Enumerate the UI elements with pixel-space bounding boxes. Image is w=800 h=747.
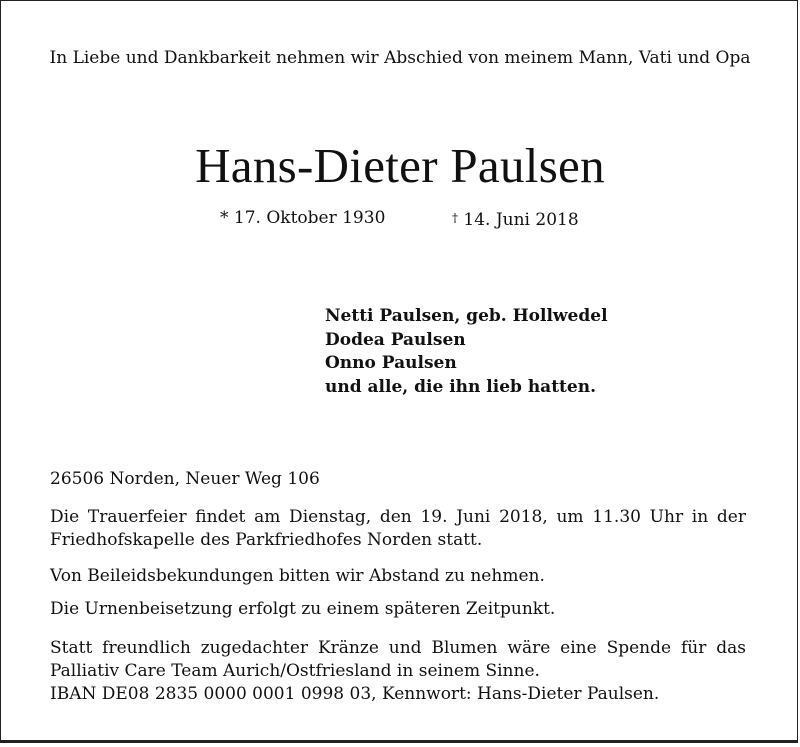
mourner-line: Dodea Paulsen (325, 329, 466, 350)
condolences-line: Von Beileidsbekundungen bitten wir Abstand zu nehmen. (50, 566, 545, 586)
mourner-line: und alle, die ihn lieb hatten. (325, 376, 596, 397)
deceased-name: Hans-Dieter Paulsen (195, 138, 605, 193)
condolences-paragraph (50, 565, 746, 588)
mourner-line: Onno Paulsen (325, 353, 457, 373)
ceremony-line: Die Trauerfeier findet am Dienstag, den 19. Juni 2018, um 11.30 Uhr in der (50, 507, 746, 527)
cross-icon: † (452, 211, 458, 225)
mourner-line: Netti Paulsen, geb. Hollwedel (325, 306, 608, 326)
mourners-list (325, 305, 608, 399)
urn-burial-paragraph (50, 598, 746, 621)
ceremony-paragraph (50, 506, 746, 552)
urn-burial-line: Die Urnenbeisetzung erfolgt zu einem späteren Zeitpunkt. (50, 599, 556, 619)
family-address: 26506 Norden, Neuer Weg 106 (50, 469, 320, 489)
donation-line: Palliativ Care Team Aurich/Ostfriesland in seinem Sinne. (50, 661, 540, 681)
donation-paragraph (50, 637, 746, 706)
intro-text: In Liebe und Dankbarkeit nehmen wir Abschied von meinem Mann, Vati und Opa (49, 48, 751, 68)
ceremony-line: Friedhofskapelle des Parkfriedhofes Norden statt. (50, 530, 483, 550)
death-date: 14. Juni 2018 (463, 210, 579, 230)
donation-line: Statt freundlich zugedachter Kränze und Blumen wäre eine Spende für das (50, 638, 746, 658)
birth-date: * 17. Oktober 1930 (220, 208, 386, 228)
death-date-line (452, 206, 579, 232)
donation-line: IBAN DE08 2835 0000 0001 0998 03, Kennwort: Hans-Dieter Paulsen. (50, 684, 660, 704)
